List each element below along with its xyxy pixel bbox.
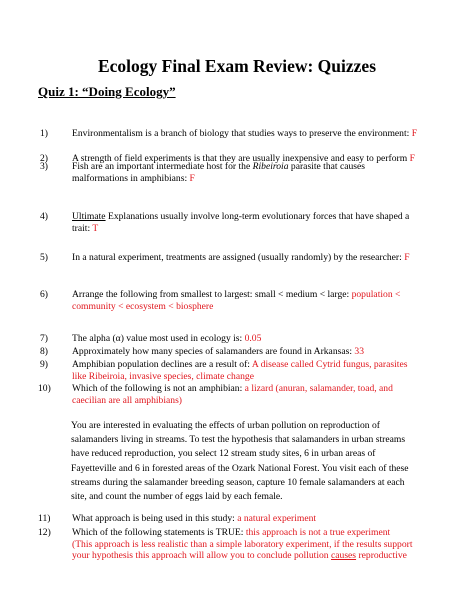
scenario-line: You are interested in evaluating the effects of urban pollution on reproduction of [71,420,380,431]
italic-term: Ribeiroia [252,161,289,172]
question-text: The alpha (α) value most used in ecology is: [72,333,245,344]
question-number: 6) [40,289,48,300]
answer-text: F [189,172,195,184]
question-number: 11) [38,513,51,524]
question-text: Fish are an important intermediate host for the [72,161,253,172]
underlined-term: Ultimate [72,211,106,222]
question-number: 2) [40,153,48,164]
answer-text-cont: (This approach is less realistic than a simple laboratory experiment, if the results support [72,538,413,550]
answer-text: 0.05 [244,333,262,344]
question-text: parasite that causes [288,161,365,172]
quiz-heading: Quiz 1: “Doing Ecology” [38,84,176,99]
question-number: 9) [40,359,48,370]
answer-text-cont: like Ribeiroia, invasive species, climate change [72,370,254,382]
question-text: Arrange the following from smallest to largest: small < medium < large: [72,289,352,300]
question-number: 12) [38,527,51,538]
scenario-line: site, and count the number of eggs laid by each female. [71,491,283,503]
answer-text-cont: community < ecosystem < biosphere [72,300,214,312]
question-number: 10) [38,383,51,394]
question-text: Approximately how many species of salamanders are found in Arkansas: [72,346,355,357]
document-title: Ecology Final Exam Review: Quizzes [97,56,377,76]
scenario-paragraph [71,419,429,504]
answer-text: a natural experiment [237,513,317,524]
answer-text: this approach is not a true experiment [245,527,391,538]
answer-text-cont: caecilian are all amphibians) [72,394,183,406]
scenario-line: salamanders living in streams. To test the hypothesis that salamanders in urban streams [71,434,406,446]
scenario-line: have reduced reproduction, you select 12 stream study sites, 6 in urban areas of [71,448,376,460]
question-text: In a natural experiment, treatments are assigned (usually randomly) by the researcher: [72,252,405,263]
question-number: 3) [40,161,48,172]
question-text: Explanations usually involve long-term evolutionary forces that have shaped a [105,211,410,222]
question-text: Amphibian population declines are a result of: [72,359,252,370]
answer-text: population < [351,289,401,300]
question-number: 5) [40,252,48,263]
answer-text-cont: your hypothesis this approach will allow you to conclude pollution [72,550,331,562]
question-text: What approach is being used in this study: [72,513,238,524]
question-number: 4) [40,211,48,222]
scenario-line: streams during the salamander breeding season, capture 10 female salamanders at each [71,476,405,488]
question-text: Which of the following is not an amphibian: [72,383,245,394]
question-text: Which of the following statements is TRUE: [72,527,246,538]
underlined-answer-term: causes [331,550,357,562]
answer-text: A disease called Cytrid fungus, parasites [251,359,408,370]
answer-text-cont: reproductive [356,550,407,562]
question-text-cont: malformations in amphibians: [72,172,190,184]
answer-text: F [409,153,415,164]
answer-text: T [92,222,99,234]
question-text: Environmentalism is a branch of biology that studies ways to preserve the environment: [72,128,412,139]
answer-text: a lizard (anuran, salamander, toad, and [244,383,393,394]
question-text: A strength of field experiments is that they are usually inexpensive and easy to perform [72,153,410,164]
question-number: 1) [40,128,48,139]
answer-text: 33 [354,346,365,357]
question-number: 7) [40,333,48,344]
question-text-cont: trait: [72,222,93,234]
scenario-line: Fayetteville and 6 in forested areas of the Ozark National Forest. You visit each of these [71,462,409,474]
question-number: 8) [40,346,48,357]
answer-text: F [411,128,418,139]
answer-text: F [404,252,410,263]
